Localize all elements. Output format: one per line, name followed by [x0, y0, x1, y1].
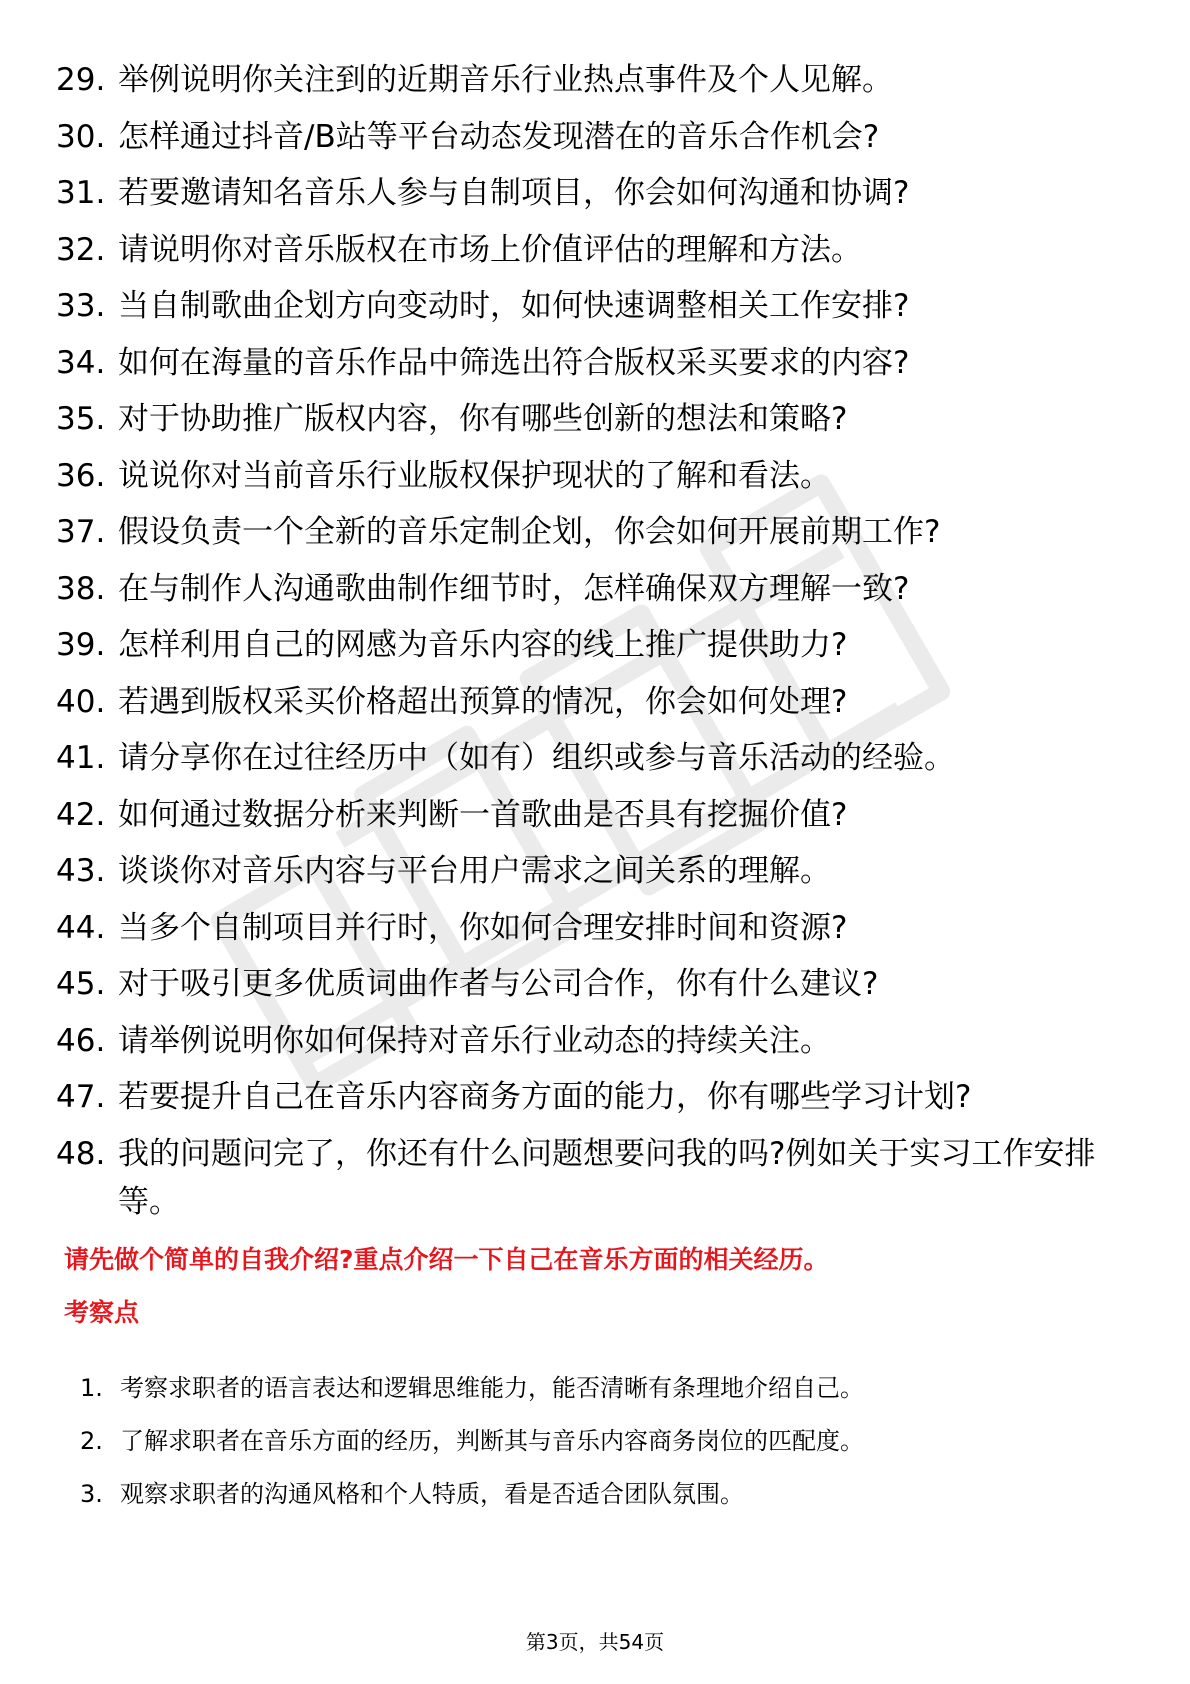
question-text: 怎样利用自己的网感为音乐内容的线上推广提供助力?	[118, 627, 848, 663]
question-text: 谈谈你对音乐内容与平台用户需求之间关系的理解。	[118, 853, 831, 889]
question-text: 如何在海量的音乐作品中筛选出符合版权采买要求的内容?	[118, 344, 910, 381]
question-number: 35.	[56, 401, 106, 437]
point-number: 2.	[80, 1427, 103, 1455]
question-item	[56, 278, 1136, 335]
question-text: 我的问题问完了，你还有什么问题想要问我的吗?例如关于实习工作安排等。	[118, 1135, 1096, 1220]
point-number: 1.	[80, 1374, 103, 1402]
question-text: 如何通过数据分析来判断一首歌曲是否具有挖掘价值?	[118, 796, 848, 833]
question-number: 44.	[56, 909, 106, 946]
point-number: 3.	[80, 1480, 103, 1508]
section-heading: 考察点	[64, 1298, 140, 1327]
question-number: 43.	[56, 853, 106, 889]
question-number: 42.	[56, 796, 106, 833]
question-item	[56, 1069, 1136, 1126]
question-number: 48.	[56, 1135, 106, 1172]
question-number: 38.	[56, 570, 106, 607]
question-item	[56, 956, 1136, 1013]
question-number: 40.	[56, 683, 106, 720]
question-text: 若遇到版权采买价格超出预算的情况，你会如何处理?	[118, 683, 848, 720]
question-number: 29.	[56, 62, 106, 98]
question-number: 32.	[56, 231, 106, 268]
question-item	[56, 843, 1136, 900]
question-number: 39.	[56, 627, 106, 663]
question-item	[56, 448, 1136, 505]
question-item	[56, 561, 1136, 618]
question-number: 36.	[56, 457, 106, 494]
question-item	[56, 900, 1136, 957]
question-text: 请说明你对音乐版权在市场上价值评估的理解和方法。	[118, 231, 862, 268]
assessment-point	[80, 1468, 1140, 1521]
question-number: 46.	[56, 1022, 106, 1059]
question-number: 47.	[56, 1079, 106, 1115]
question-item	[56, 109, 1136, 166]
assessment-point	[80, 1362, 1140, 1415]
question-text: 若要提升自己在音乐内容商务方面的能力，你有哪些学习计划?	[118, 1079, 972, 1115]
assessment-point-list	[80, 1362, 1140, 1521]
question-text: 举例说明你关注到的近期音乐行业热点事件及个人见解。	[118, 62, 893, 98]
question-text: 对于吸引更多优质词曲作者与公司合作，你有什么建议?	[118, 966, 879, 1002]
question-text: 请举例说明你如何保持对音乐行业动态的持续关注。	[118, 1022, 831, 1059]
question-number: 41.	[56, 740, 106, 776]
featured-question: 请先做个简单的自我介绍?重点介绍一下自己在音乐方面的相关经历。	[64, 1245, 829, 1274]
assessment-point	[80, 1415, 1140, 1468]
question-text: 对于协助推广版权内容，你有哪些创新的想法和策略?	[118, 401, 848, 437]
question-number: 31.	[56, 175, 106, 211]
question-text: 假设负责一个全新的音乐定制企划，你会如何开展前期工作?	[118, 514, 941, 550]
question-item	[56, 674, 1136, 731]
question-item	[56, 730, 1136, 787]
question-item	[56, 222, 1136, 279]
question-item	[56, 165, 1136, 222]
question-item	[56, 617, 1136, 674]
question-number: 30.	[56, 118, 106, 155]
question-text: 当自制歌曲企划方向变动时，如何快速调整相关工作安排?	[118, 288, 910, 324]
question-text: 请分享你在过往经历中（如有）组织或参与音乐活动的经验。	[118, 740, 955, 776]
point-text: 观察求职者的沟通风格和个人特质，看是否适合团队氛围。	[120, 1480, 744, 1508]
question-text: 在与制作人沟通歌曲制作细节时，怎样确保双方理解一致?	[118, 570, 910, 607]
question-text: 怎样通过抖音/B站等平台动态发现潜在的音乐合作机会?	[118, 118, 880, 155]
question-number: 34.	[56, 344, 106, 381]
question-list	[56, 52, 1136, 1226]
question-item	[56, 52, 1136, 109]
question-item	[56, 1013, 1136, 1070]
question-item	[56, 504, 1136, 561]
question-text: 说说你对当前音乐行业版权保护现状的了解和看法。	[118, 457, 831, 494]
question-number: 33.	[56, 288, 106, 324]
page-footer: 第3页，共54页	[525, 1630, 665, 1654]
question-item	[56, 335, 1136, 392]
point-text: 考察求职者的语言表达和逻辑思维能力，能否清晰有条理地介绍自己。	[120, 1374, 864, 1402]
question-item	[56, 391, 1136, 448]
question-text: 若要邀请知名音乐人参与自制项目，你会如何沟通和协调?	[118, 175, 910, 211]
question-number: 37.	[56, 514, 106, 550]
question-number: 45.	[56, 966, 106, 1002]
question-item	[56, 787, 1136, 844]
question-text: 当多个自制项目并行时，你如何合理安排时间和资源?	[118, 909, 848, 946]
point-text: 了解求职者在音乐方面的经历，判断其与音乐内容商务岗位的匹配度。	[120, 1427, 864, 1455]
question-item	[56, 1126, 1136, 1226]
